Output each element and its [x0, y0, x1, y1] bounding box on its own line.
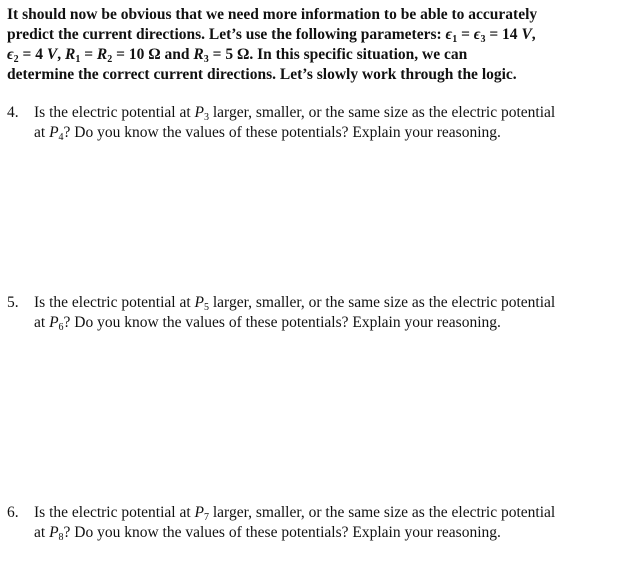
question-4 — [7, 103, 627, 143]
question-number: 4. — [7, 104, 19, 121]
emf-symbol: ϵ — [445, 26, 453, 43]
point-label: P — [49, 524, 59, 541]
question-number: 5. — [7, 294, 19, 311]
point-label: P — [194, 104, 204, 121]
point-label: P — [49, 314, 59, 331]
unit-volt: V — [46, 46, 58, 63]
emf-symbol: ϵ — [7, 46, 14, 63]
question-number: 6. — [7, 504, 19, 521]
intro-line-4: determine the correct current directions. Let’s slowly work through the logic. — [7, 66, 517, 83]
point-label: P — [49, 124, 59, 141]
question-line-1: Is the electric potential at $P_3$ larger, smaller, or the same size as the electric potential — [34, 104, 556, 123]
question-line-2: at $P_6$? Do you know the values of these potentials? Explain your reasoning. — [34, 314, 501, 333]
question-line-1: Is the electric potential at $P_7$ larger, smaller, or the same size as the electric potential — [34, 504, 556, 523]
emf-symbol: ϵ — [473, 26, 481, 43]
intro-paragraph — [7, 5, 607, 85]
question-line-2: at $P_8$? Do you know the values of these potentials? Explain your reasoning. — [34, 524, 501, 543]
intro-line-1: It should now be obvious that we need more information to be able to accurately — [7, 6, 538, 23]
question-line-1: Is the electric potential at $P_5$ larger, smaller, or the same size as the electric potential — [34, 294, 556, 313]
point-label: P — [194, 504, 204, 521]
point-label: P — [194, 294, 204, 311]
question-6 — [7, 503, 627, 543]
resistor-symbol: R — [64, 46, 76, 63]
intro-line-3: $\epsilon_2 = 4$ V, $R_1 = R_2 = 10$ Ω and $R_3 = 5$ Ω. In this specific situation, we can — [7, 46, 468, 65]
resistor-symbol: R — [96, 46, 108, 63]
unit-volt: V — [521, 26, 532, 43]
question-5 — [7, 293, 627, 333]
resistor-symbol: R — [193, 46, 204, 63]
intro-line-2: predict the current directions. Let’s use the following parameters: $\epsilon_1 = \epsilon_3 = 14$ V, — [7, 26, 536, 45]
question-line-2: at $P_4$? Do you know the values of these potentials? Explain your reasoning. — [34, 124, 501, 143]
